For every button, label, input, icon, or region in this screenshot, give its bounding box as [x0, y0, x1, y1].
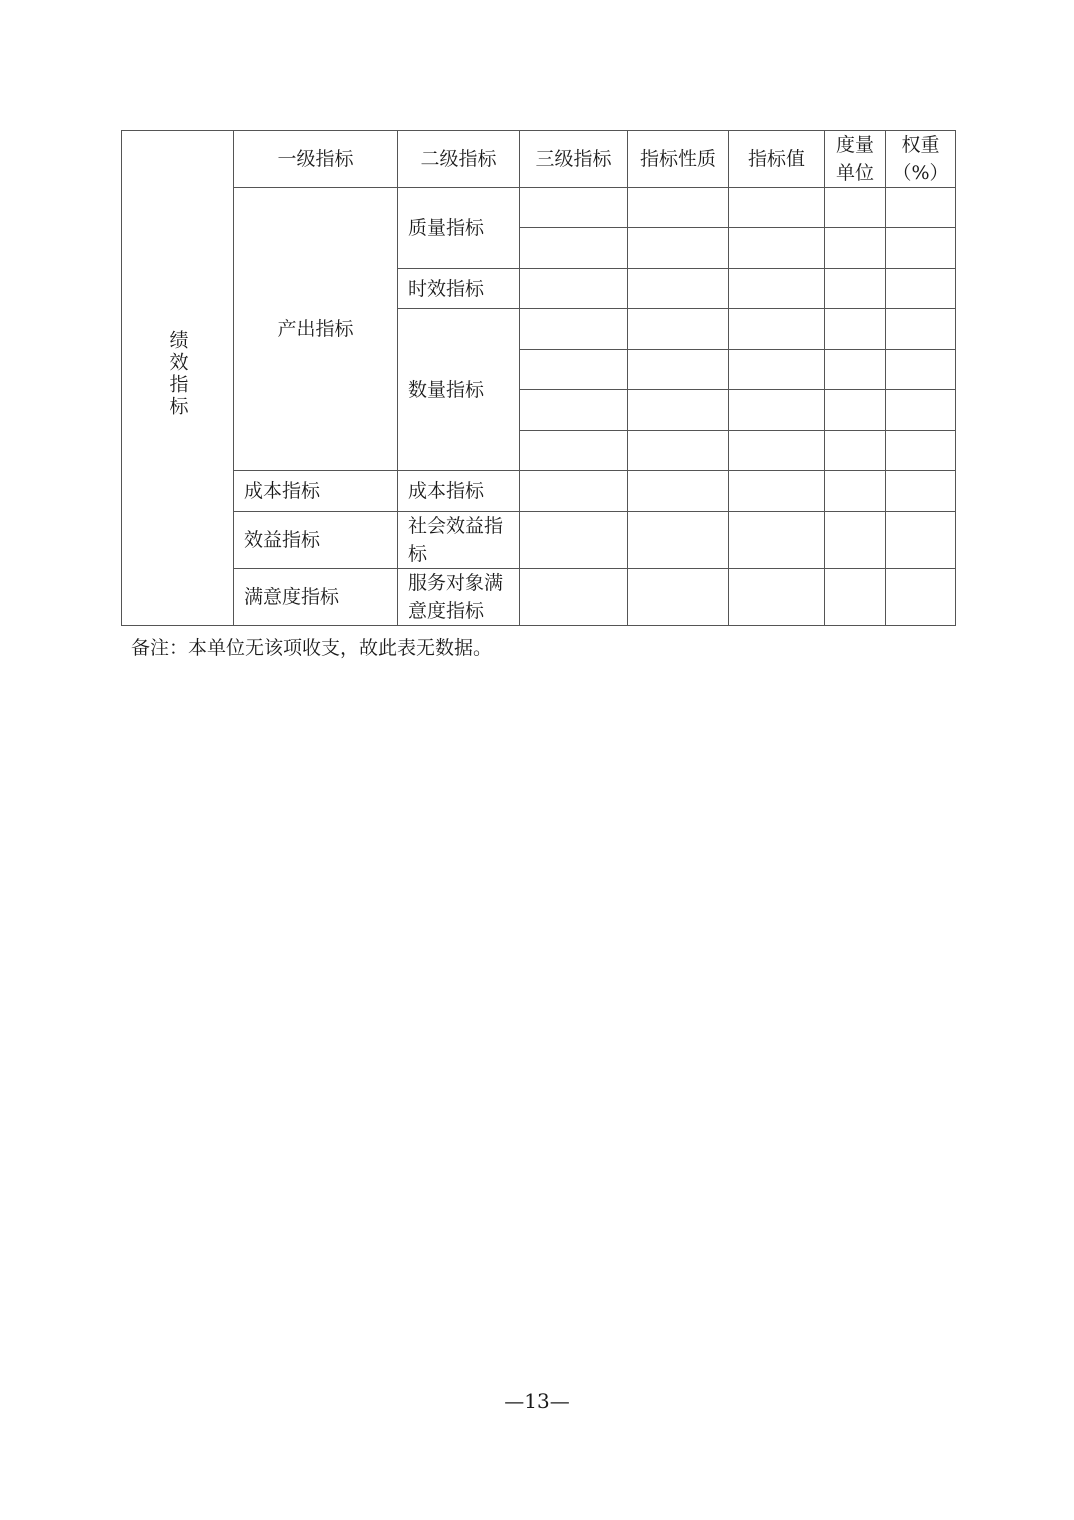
- empty-cell: [729, 228, 825, 269]
- empty-cell: [825, 569, 886, 626]
- empty-cell: [520, 269, 628, 309]
- table-header-row: [122, 131, 956, 188]
- table-note: 备注：本单位无该项收支，故此表无数据。: [131, 637, 493, 659]
- header-value: 指标值: [729, 131, 825, 188]
- empty-cell: [825, 471, 886, 512]
- empty-cell: [729, 471, 825, 512]
- empty-cell: [886, 390, 956, 431]
- header-level1: 一级指标: [234, 131, 398, 188]
- empty-cell: [729, 512, 825, 569]
- empty-cell: [520, 512, 628, 569]
- empty-cell: [729, 390, 825, 431]
- empty-cell: [628, 431, 729, 471]
- side-label: 绩效指标: [166, 330, 189, 418]
- empty-cell: [520, 350, 628, 390]
- empty-cell: [628, 390, 729, 431]
- level2-service-satisfaction: 服务对象满意度指标: [408, 572, 504, 622]
- level2-social-benefit-cell: [398, 512, 520, 569]
- empty-cell: [628, 309, 729, 350]
- side-label-cell: [122, 131, 234, 626]
- empty-cell: [886, 350, 956, 390]
- level2-quality: 质量指标: [398, 188, 520, 269]
- page-number: —13—: [504, 1389, 570, 1413]
- empty-cell: [520, 569, 628, 626]
- empty-cell: [825, 512, 886, 569]
- empty-cell: [825, 228, 886, 269]
- empty-cell: [886, 188, 956, 228]
- table-row: [122, 471, 956, 512]
- level2-quantity: 数量指标: [398, 309, 520, 471]
- empty-cell: [886, 269, 956, 309]
- level2-cost: 成本指标: [398, 471, 520, 512]
- empty-cell: [825, 269, 886, 309]
- performance-indicator-table: [121, 130, 956, 626]
- empty-cell: [825, 350, 886, 390]
- level1-benefit: 效益指标: [234, 512, 398, 569]
- empty-cell: [729, 188, 825, 228]
- empty-cell: [520, 228, 628, 269]
- level2-social-benefit: 社会效益指标: [408, 515, 504, 565]
- empty-cell: [628, 269, 729, 309]
- empty-cell: [520, 431, 628, 471]
- empty-cell: [825, 188, 886, 228]
- empty-cell: [886, 431, 956, 471]
- empty-cell: [825, 431, 886, 471]
- empty-cell: [628, 471, 729, 512]
- level1-output: 产出指标: [234, 188, 398, 471]
- empty-cell: [825, 309, 886, 350]
- header-nature: 指标性质: [628, 131, 729, 188]
- empty-cell: [628, 188, 729, 228]
- empty-cell: [520, 471, 628, 512]
- empty-cell: [729, 269, 825, 309]
- header-weight-line2: （%）: [892, 162, 949, 184]
- header-level2: 二级指标: [398, 131, 520, 188]
- table-row: [122, 512, 956, 569]
- empty-cell: [825, 390, 886, 431]
- empty-cell: [729, 431, 825, 471]
- level2-timeliness: 时效指标: [398, 269, 520, 309]
- empty-cell: [520, 390, 628, 431]
- table-row: [122, 188, 956, 228]
- empty-cell: [628, 228, 729, 269]
- empty-cell: [628, 512, 729, 569]
- level1-satisfaction: 满意度指标: [234, 569, 398, 626]
- empty-cell: [729, 350, 825, 390]
- empty-cell: [520, 309, 628, 350]
- header-level3: 三级指标: [520, 131, 628, 188]
- empty-cell: [886, 512, 956, 569]
- empty-cell: [886, 471, 956, 512]
- header-weight-line1: 权重: [901, 134, 940, 156]
- empty-cell: [729, 309, 825, 350]
- empty-cell: [886, 228, 956, 269]
- empty-cell: [886, 569, 956, 626]
- header-weight: [886, 131, 956, 188]
- level1-cost: 成本指标: [234, 471, 398, 512]
- empty-cell: [520, 188, 628, 228]
- level2-service-satisfaction-cell: [398, 569, 520, 626]
- table-row: [122, 569, 956, 626]
- header-unit-line2: 单位: [835, 162, 874, 184]
- empty-cell: [628, 569, 729, 626]
- empty-cell: [729, 569, 825, 626]
- header-unit: [825, 131, 886, 188]
- empty-cell: [886, 309, 956, 350]
- header-unit-line1: 度量: [835, 134, 874, 156]
- empty-cell: [628, 350, 729, 390]
